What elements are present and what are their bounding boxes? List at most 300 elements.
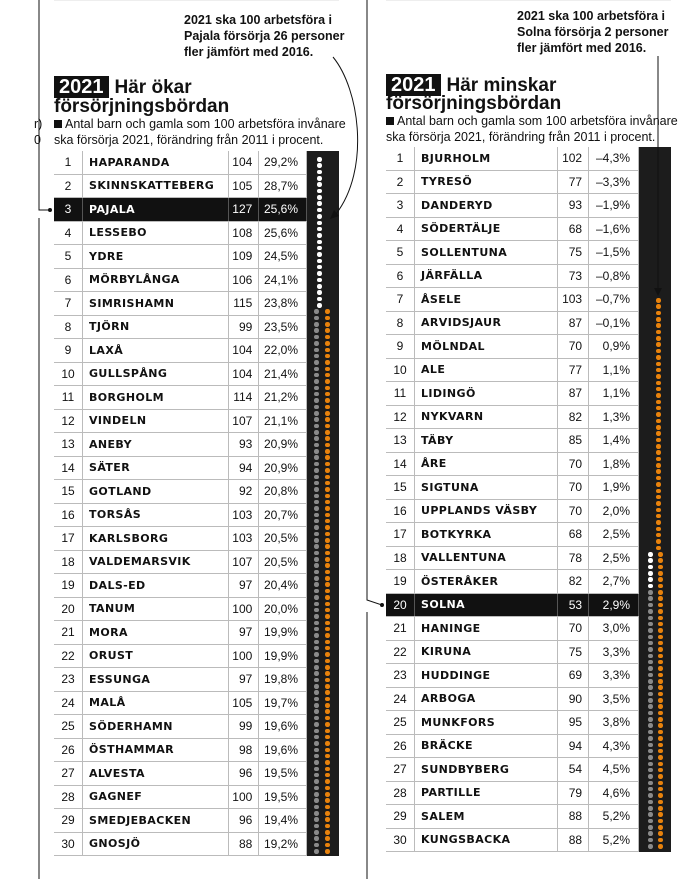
rank-cell: 29 xyxy=(54,809,83,833)
value-cell: 114 xyxy=(229,386,259,410)
pictogram-dot-icon xyxy=(314,468,319,473)
left-dot-column xyxy=(307,151,339,856)
pictogram-dot-icon xyxy=(648,673,653,678)
change-cell: 2,5% xyxy=(589,523,639,547)
table-row xyxy=(386,358,639,382)
right-annotation xyxy=(517,8,668,56)
municipality-cell: DANDERYD xyxy=(415,194,558,218)
value-cell: 107 xyxy=(229,550,259,574)
pictogram-dot-icon xyxy=(658,628,663,633)
value-cell: 75 xyxy=(557,241,588,265)
pictogram-dot-icon xyxy=(325,602,330,607)
pictogram-dot-icon xyxy=(325,817,330,822)
left-annotation-line: Pajala försörja 26 personer xyxy=(184,29,345,43)
rank-cell: 1 xyxy=(54,151,83,174)
table-row xyxy=(386,217,639,241)
pictogram-dot-icon xyxy=(658,844,663,849)
change-cell: 1,4% xyxy=(589,429,639,453)
pictogram-dot-icon xyxy=(325,576,330,581)
pictogram-dot-icon xyxy=(325,506,330,511)
pictogram-dot-icon xyxy=(314,849,319,854)
left-year-badge: 2021 xyxy=(54,76,109,98)
pictogram-dot-icon xyxy=(317,214,322,219)
change-cell: –0,1% xyxy=(589,311,639,335)
municipality-cell: SIMRISHAMN xyxy=(83,292,229,316)
municipality-cell: SÖDERHAMN xyxy=(83,715,229,739)
change-cell: 19,8% xyxy=(259,668,307,692)
pictogram-dot-icon xyxy=(656,406,661,411)
value-cell: 93 xyxy=(229,433,259,457)
left-subtitle-line1: Antal barn och gamla som 100 arbetsföra invånare xyxy=(65,117,346,131)
pictogram-dot-icon xyxy=(648,603,653,608)
pictogram-dot-icon xyxy=(317,297,322,302)
pictogram-dot-icon xyxy=(648,685,653,690)
pictogram-dot-icon xyxy=(314,843,319,848)
rank-cell: 23 xyxy=(54,668,83,692)
pictogram-dot-icon xyxy=(325,595,330,600)
value-cell: 79 xyxy=(557,781,588,805)
municipality-cell: ÖSTERÅKER xyxy=(415,570,558,594)
value-cell: 54 xyxy=(557,758,588,782)
pictogram-dot-icon xyxy=(656,425,661,430)
rank-cell: 30 xyxy=(54,832,83,856)
change-cell: 2,7% xyxy=(589,570,639,594)
table-row xyxy=(54,221,307,245)
pictogram-dot-icon xyxy=(314,716,319,721)
value-cell: 73 xyxy=(557,264,588,288)
pictogram-dot-icon xyxy=(314,335,319,340)
value-cell: 94 xyxy=(557,734,588,758)
table-row xyxy=(386,194,639,218)
table-row xyxy=(54,198,307,222)
rank-cell: 5 xyxy=(54,245,83,269)
pictogram-dot-icon xyxy=(658,622,663,627)
pictogram-dot-icon xyxy=(648,635,653,640)
pictogram-dot-icon xyxy=(314,602,319,607)
pictogram-dot-icon xyxy=(314,652,319,657)
pictogram-dot-icon xyxy=(656,482,661,487)
municipality-cell: HAPARANDA xyxy=(83,151,229,174)
pictogram-dot-icon xyxy=(314,506,319,511)
pictogram-dot-icon xyxy=(648,743,653,748)
pictogram-dot-icon xyxy=(314,697,319,702)
rank-cell: 28 xyxy=(386,781,415,805)
pictogram-dot-icon xyxy=(314,481,319,486)
municipality-cell: ÅSELE xyxy=(415,288,558,312)
table-row xyxy=(386,758,639,782)
table-row xyxy=(386,523,639,547)
municipality-cell: MUNKFORS xyxy=(415,711,558,735)
pictogram-dot-icon xyxy=(314,386,319,391)
pictogram-dot-icon xyxy=(658,685,663,690)
municipality-cell: MÖLNDAL xyxy=(415,335,558,359)
pictogram-dot-icon xyxy=(314,836,319,841)
table-row xyxy=(386,264,639,288)
table-row xyxy=(54,621,307,645)
table-row xyxy=(386,570,639,594)
value-cell: 75 xyxy=(557,640,588,664)
municipality-cell: PARTILLE xyxy=(415,781,558,805)
value-cell: 103 xyxy=(229,503,259,527)
municipality-cell: VALDEMARSVIK xyxy=(83,550,229,574)
pictogram-dot-icon xyxy=(656,501,661,506)
value-cell: 87 xyxy=(557,311,588,335)
pictogram-dot-icon xyxy=(314,360,319,365)
rank-cell: 10 xyxy=(386,358,415,382)
pictogram-dot-icon xyxy=(648,679,653,684)
pictogram-dot-icon xyxy=(325,557,330,562)
value-cell: 68 xyxy=(557,523,588,547)
change-cell: –1,6% xyxy=(589,217,639,241)
pictogram-dot-icon xyxy=(325,525,330,530)
value-cell: 70 xyxy=(557,617,588,641)
pictogram-dot-icon xyxy=(314,709,319,714)
rank-cell: 8 xyxy=(386,311,415,335)
value-cell: 77 xyxy=(557,170,588,194)
pictogram-dot-icon xyxy=(314,563,319,568)
right-year-badge: 2021 xyxy=(386,74,441,96)
table-row xyxy=(54,738,307,762)
table-row xyxy=(386,640,639,664)
pictogram-dot-icon xyxy=(656,412,661,417)
change-cell: 21,2% xyxy=(259,386,307,410)
pictogram-dot-icon xyxy=(317,290,322,295)
pictogram-dot-icon xyxy=(325,697,330,702)
pictogram-dot-icon xyxy=(658,609,663,614)
pictogram-dot-icon xyxy=(314,341,319,346)
change-cell: –4,3% xyxy=(589,147,639,170)
pictogram-dot-icon xyxy=(325,398,330,403)
pictogram-dot-icon xyxy=(648,577,653,582)
value-cell: 69 xyxy=(557,664,588,688)
pictogram-dot-icon xyxy=(648,692,653,697)
pictogram-dot-icon xyxy=(314,455,319,460)
municipality-cell: PAJALA xyxy=(83,198,229,222)
change-cell: 21,4% xyxy=(259,362,307,386)
pictogram-dot-icon xyxy=(314,494,319,499)
change-cell: 24,5% xyxy=(259,245,307,269)
left-subtitle-line2: ska försörja 2021, förändring från 2011 i procent. xyxy=(54,133,324,147)
pictogram-dot-icon xyxy=(648,819,653,824)
pictogram-dot-icon xyxy=(658,558,663,563)
pictogram-dot-icon xyxy=(325,779,330,784)
municipality-cell: ÅRE xyxy=(415,452,558,476)
right-annotation-line: fler jämfört med 2016. xyxy=(517,41,647,55)
pictogram-dot-icon xyxy=(314,792,319,797)
pictogram-dot-icon xyxy=(314,754,319,759)
pictogram-dot-icon xyxy=(325,322,330,327)
table-row xyxy=(54,644,307,668)
pictogram-dot-icon xyxy=(648,616,653,621)
pictogram-dot-icon xyxy=(314,786,319,791)
value-cell: 88 xyxy=(557,805,588,829)
pictogram-dot-icon xyxy=(314,595,319,600)
change-cell: 4,3% xyxy=(589,734,639,758)
value-cell: 70 xyxy=(557,476,588,500)
pictogram-dot-icon xyxy=(656,304,661,309)
value-cell: 70 xyxy=(557,499,588,523)
value-cell: 82 xyxy=(557,570,588,594)
value-cell: 103 xyxy=(557,288,588,312)
pictogram-dot-icon xyxy=(325,487,330,492)
pictogram-dot-icon xyxy=(325,373,330,378)
pictogram-dot-icon xyxy=(656,311,661,316)
pictogram-dot-icon xyxy=(317,201,322,206)
pictogram-dot-icon xyxy=(325,532,330,537)
left-title xyxy=(54,76,192,98)
value-cell: 99 xyxy=(229,715,259,739)
pictogram-dot-icon xyxy=(314,551,319,556)
pictogram-dot-icon xyxy=(648,781,653,786)
rank-cell: 20 xyxy=(386,593,415,617)
table-row xyxy=(386,405,639,429)
municipality-cell: SUNDBYBERG xyxy=(415,758,558,782)
pictogram-dot-icon xyxy=(325,621,330,626)
table-row xyxy=(54,315,307,339)
pictogram-dot-icon xyxy=(314,449,319,454)
table-row xyxy=(386,805,639,829)
pictogram-dot-icon xyxy=(325,805,330,810)
pictogram-dot-icon xyxy=(314,462,319,467)
change-cell: 1,9% xyxy=(589,476,639,500)
table-row xyxy=(386,452,639,476)
pictogram-dot-icon xyxy=(317,252,322,257)
pictogram-dot-icon xyxy=(314,735,319,740)
right-title-line1: Här minskar xyxy=(446,75,557,96)
pictogram-dot-icon xyxy=(314,665,319,670)
pictogram-dot-icon xyxy=(314,367,319,372)
pictogram-dot-icon xyxy=(658,800,663,805)
table-row xyxy=(386,335,639,359)
pictogram-dot-icon xyxy=(658,755,663,760)
municipality-cell: NYKVARN xyxy=(415,405,558,429)
pictogram-dot-icon xyxy=(648,831,653,836)
pictogram-dot-icon xyxy=(656,342,661,347)
pictogram-dot-icon xyxy=(325,328,330,333)
change-cell: 23,5% xyxy=(259,315,307,339)
pictogram-dot-icon xyxy=(314,798,319,803)
pictogram-dot-icon xyxy=(648,838,653,843)
pictogram-dot-icon xyxy=(325,589,330,594)
value-cell: 88 xyxy=(557,828,588,852)
pictogram-dot-icon xyxy=(325,608,330,613)
rank-cell: 16 xyxy=(386,499,415,523)
pictogram-dot-icon xyxy=(314,621,319,626)
rank-cell: 6 xyxy=(54,268,83,292)
pictogram-dot-icon xyxy=(314,779,319,784)
pictogram-dot-icon xyxy=(325,849,330,854)
municipality-cell: KIRUNA xyxy=(415,640,558,664)
pictogram-dot-icon xyxy=(314,398,319,403)
pictogram-dot-icon xyxy=(314,392,319,397)
left-table xyxy=(54,151,307,856)
pictogram-dot-icon xyxy=(658,660,663,665)
pictogram-dot-icon xyxy=(317,240,322,245)
pictogram-dot-icon xyxy=(314,424,319,429)
pictogram-dot-icon xyxy=(648,825,653,830)
municipality-cell: YDRE xyxy=(83,245,229,269)
municipality-cell: BRÄCKE xyxy=(415,734,558,758)
table-row xyxy=(54,151,307,174)
pictogram-dot-icon xyxy=(314,671,319,676)
change-cell: 20,4% xyxy=(259,574,307,598)
pictogram-dot-icon xyxy=(314,582,319,587)
rank-cell: 15 xyxy=(54,480,83,504)
pictogram-dot-icon xyxy=(325,449,330,454)
pictogram-dot-icon xyxy=(314,436,319,441)
pictogram-dot-icon xyxy=(325,544,330,549)
table-row xyxy=(54,762,307,786)
pictogram-dot-icon xyxy=(658,571,663,576)
rank-cell: 24 xyxy=(54,691,83,715)
pictogram-dot-icon xyxy=(314,608,319,613)
pictogram-dot-icon xyxy=(325,570,330,575)
pictogram-dot-icon xyxy=(658,774,663,779)
pictogram-dot-icon xyxy=(656,444,661,449)
change-cell: –3,3% xyxy=(589,170,639,194)
pictogram-dot-icon xyxy=(648,762,653,767)
pictogram-dot-icon xyxy=(317,271,322,276)
pictogram-dot-icon xyxy=(314,576,319,581)
municipality-cell: MALÅ xyxy=(83,691,229,715)
pictogram-dot-icon xyxy=(658,743,663,748)
left-annotation-line: fler jämfört med 2016. xyxy=(184,45,314,59)
change-cell: 19,4% xyxy=(259,809,307,833)
municipality-cell: LAXÅ xyxy=(83,339,229,363)
pictogram-dot-icon xyxy=(325,348,330,353)
pictogram-dot-icon xyxy=(648,730,653,735)
pictogram-dot-icon xyxy=(314,659,319,664)
pictogram-dot-icon xyxy=(325,843,330,848)
pictogram-dot-icon xyxy=(656,469,661,474)
municipality-cell: TÄBY xyxy=(415,429,558,453)
pictogram-dot-icon xyxy=(325,678,330,683)
pictogram-dot-icon xyxy=(648,622,653,627)
table-row xyxy=(54,809,307,833)
change-cell: 25,6% xyxy=(259,198,307,222)
change-cell: 20,9% xyxy=(259,433,307,457)
rank-cell: 11 xyxy=(54,386,83,410)
value-cell: 96 xyxy=(229,762,259,786)
left-fragment-1: r) xyxy=(34,117,43,131)
table-row xyxy=(386,687,639,711)
pictogram-dot-icon xyxy=(325,462,330,467)
pictogram-dot-icon xyxy=(648,552,653,557)
table-row xyxy=(54,480,307,504)
pictogram-dot-icon xyxy=(317,163,322,168)
pictogram-dot-icon xyxy=(317,208,322,213)
pictogram-dot-icon xyxy=(658,717,663,722)
rank-cell: 3 xyxy=(54,198,83,222)
change-cell: –0,7% xyxy=(589,288,639,312)
pictogram-dot-icon xyxy=(317,284,322,289)
change-cell: 2,0% xyxy=(589,499,639,523)
pictogram-dot-icon xyxy=(325,494,330,499)
rank-cell: 6 xyxy=(386,264,415,288)
municipality-cell: SOLNA xyxy=(415,593,558,617)
value-cell: 85 xyxy=(557,429,588,453)
table-row xyxy=(54,292,307,316)
pictogram-dot-icon xyxy=(314,817,319,822)
municipality-cell: ARVIDSJAUR xyxy=(415,311,558,335)
pictogram-dot-icon xyxy=(314,379,319,384)
table-row xyxy=(54,433,307,457)
pictogram-dot-icon xyxy=(656,533,661,538)
pictogram-dot-icon xyxy=(314,443,319,448)
right-bracket-line xyxy=(367,0,382,605)
pictogram-dot-icon xyxy=(314,430,319,435)
pictogram-dot-icon xyxy=(656,495,661,500)
rank-cell: 4 xyxy=(386,217,415,241)
pictogram-dot-icon xyxy=(325,481,330,486)
pictogram-dot-icon xyxy=(314,309,319,314)
rank-cell: 2 xyxy=(386,170,415,194)
pictogram-dot-icon xyxy=(656,419,661,424)
pictogram-dot-icon xyxy=(658,590,663,595)
pictogram-dot-icon xyxy=(314,614,319,619)
pictogram-dot-icon xyxy=(314,322,319,327)
pictogram-dot-icon xyxy=(325,659,330,664)
pictogram-dot-icon xyxy=(317,170,322,175)
pictogram-dot-icon xyxy=(314,500,319,505)
table-row xyxy=(386,499,639,523)
municipality-cell: VALLENTUNA xyxy=(415,546,558,570)
value-cell: 104 xyxy=(229,362,259,386)
pictogram-dot-icon xyxy=(656,546,661,551)
change-cell: 1,8% xyxy=(589,452,639,476)
change-cell: 19,2% xyxy=(259,832,307,856)
pictogram-dot-icon xyxy=(314,373,319,378)
pictogram-dot-icon xyxy=(648,565,653,570)
value-cell: 98 xyxy=(229,738,259,762)
table-row xyxy=(54,409,307,433)
pictogram-dot-icon xyxy=(325,360,330,365)
rank-cell: 19 xyxy=(386,570,415,594)
rank-cell: 19 xyxy=(54,574,83,598)
pictogram-dot-icon xyxy=(648,666,653,671)
pictogram-dot-icon xyxy=(648,736,653,741)
pictogram-dot-icon xyxy=(317,259,322,264)
municipality-cell: BORGHOLM xyxy=(83,386,229,410)
municipality-cell: TANUM xyxy=(83,597,229,621)
table-row xyxy=(54,550,307,574)
rank-cell: 1 xyxy=(386,147,415,170)
municipality-cell: ÖSTHAMMAR xyxy=(83,738,229,762)
municipality-cell: HUDDINGE xyxy=(415,664,558,688)
pictogram-dot-icon xyxy=(325,741,330,746)
pictogram-dot-icon xyxy=(648,596,653,601)
change-cell: 19,9% xyxy=(259,621,307,645)
pictogram-dot-icon xyxy=(658,711,663,716)
change-cell: 4,6% xyxy=(589,781,639,805)
pictogram-dot-icon xyxy=(317,176,322,181)
pictogram-dot-icon xyxy=(648,660,653,665)
rank-cell: 4 xyxy=(54,221,83,245)
change-cell: 3,3% xyxy=(589,640,639,664)
value-cell: 78 xyxy=(557,546,588,570)
change-cell: 4,5% xyxy=(589,758,639,782)
change-cell: 20,0% xyxy=(259,597,307,621)
table-row xyxy=(386,734,639,758)
pictogram-dot-icon xyxy=(314,633,319,638)
right-annotation-line: 2021 ska 100 arbetsföra i xyxy=(517,9,666,23)
rank-cell: 13 xyxy=(54,433,83,457)
pictogram-dot-icon xyxy=(325,513,330,518)
table-row xyxy=(386,711,639,735)
rank-cell: 26 xyxy=(54,738,83,762)
rank-cell: 18 xyxy=(54,550,83,574)
rank-cell: 17 xyxy=(386,523,415,547)
